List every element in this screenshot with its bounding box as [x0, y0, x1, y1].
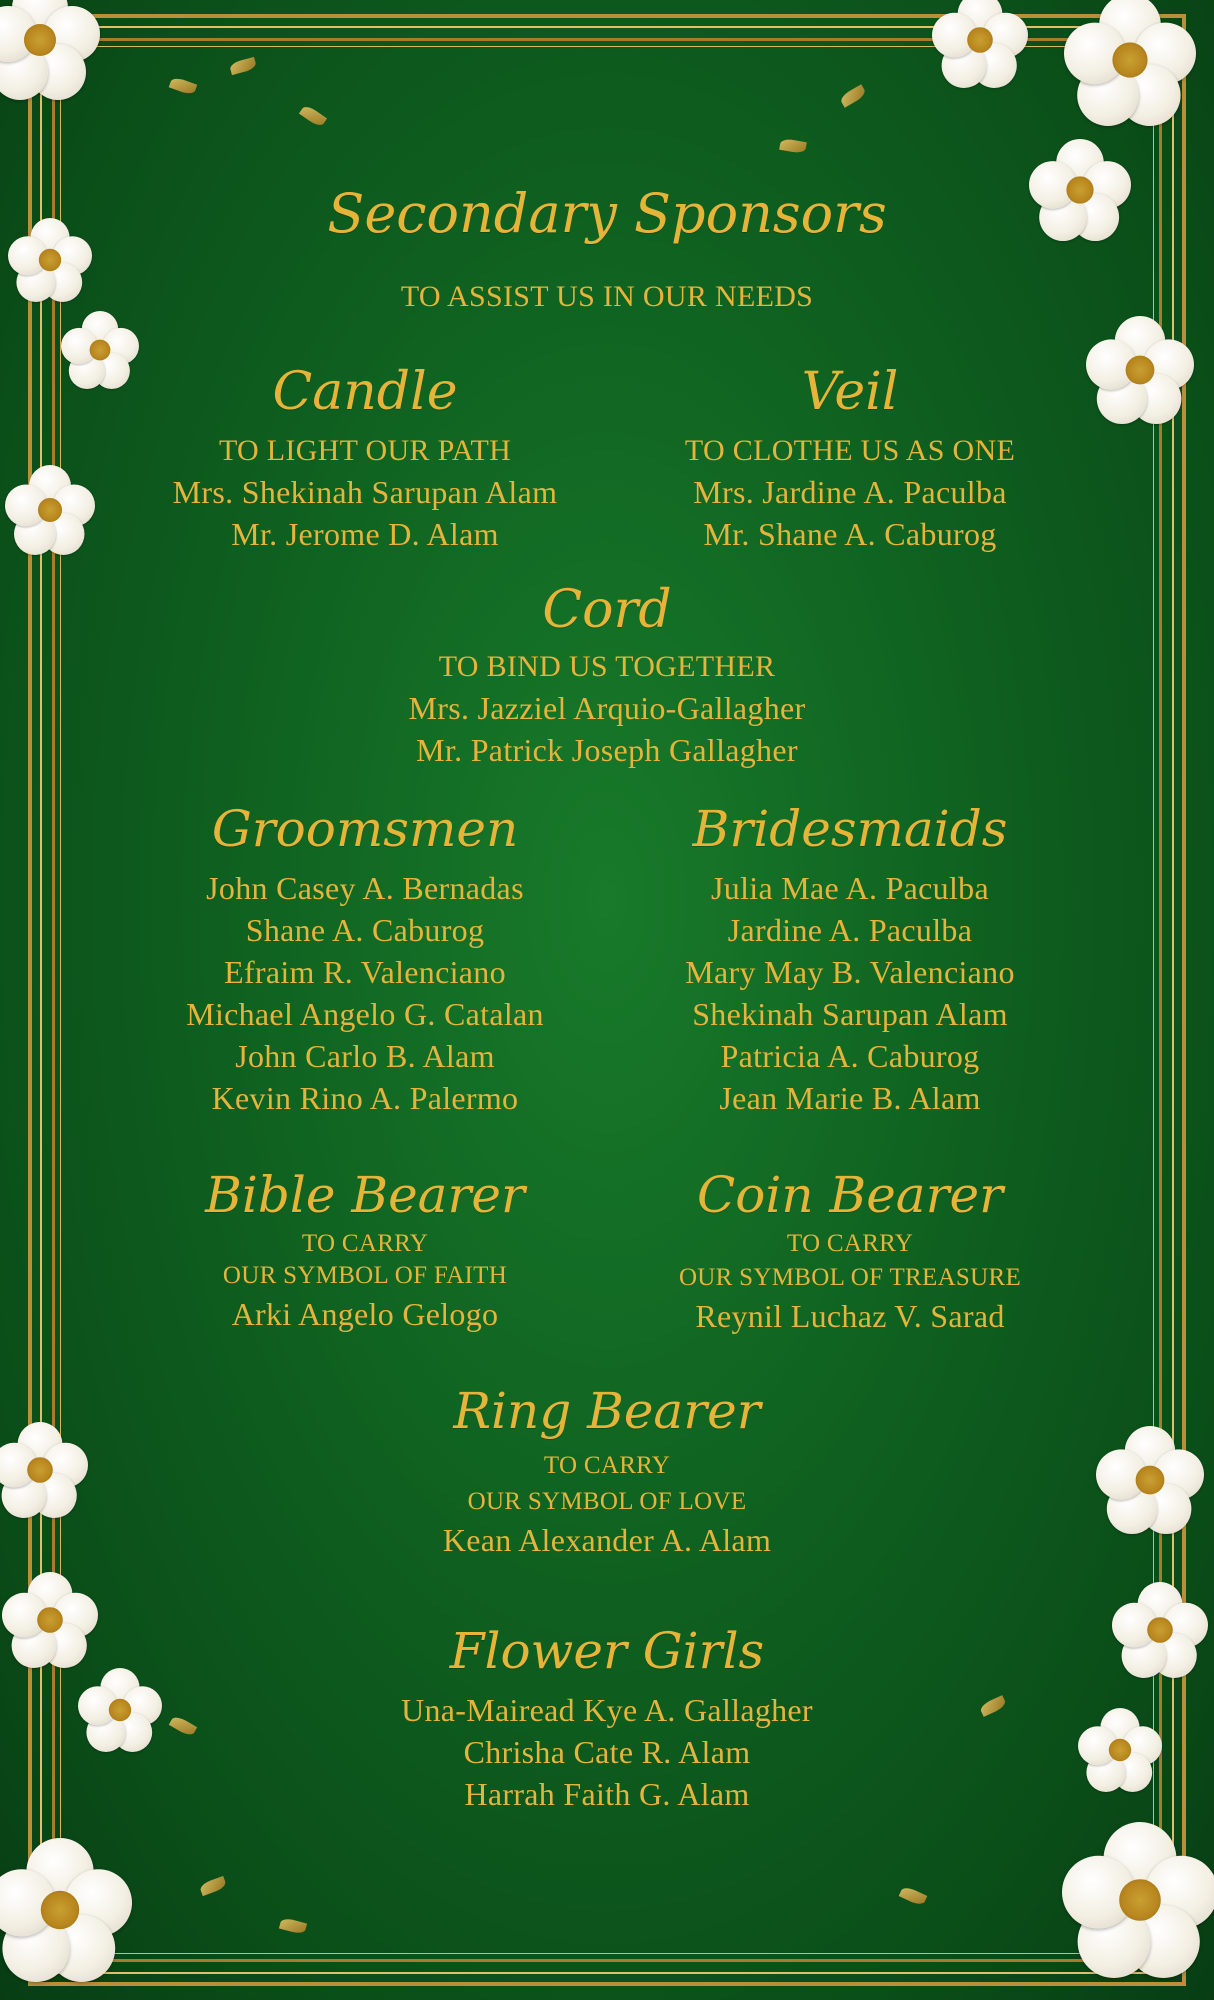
flower-girl-name: Harrah Faith G. Alam — [464, 1776, 750, 1812]
ring-bearer-caption: OUR SYMBOL OF LOVE — [467, 1488, 747, 1515]
page-subtitle: TO ASSIST US IN OUR NEEDS — [400, 280, 814, 313]
groomsman-name: John Casey A. Bernadas — [206, 870, 524, 906]
bible-bearer-caption: TO CARRY — [301, 1230, 429, 1257]
groomsman-name: Efraim R. Valenciano — [224, 954, 506, 990]
flower-girl-name: Una-Mairead Kye A. Gallagher — [401, 1692, 813, 1728]
candle-name: Mr. Jerome D. Alam — [231, 516, 499, 552]
bible-bearer-caption: OUR SYMBOL OF FAITH — [222, 1262, 508, 1289]
bridesmaid-name: Jardine A. Paculba — [727, 912, 973, 948]
flower-girls-title: Flower Girls — [449, 1622, 765, 1680]
bridesmaid-name: Jean Marie B. Alam — [719, 1080, 981, 1116]
cord-caption: TO BIND US TOGETHER — [438, 650, 776, 683]
groomsman-name: Kevin Rino A. Palermo — [211, 1080, 519, 1116]
bridesmaids-title: Bridesmaids — [692, 800, 1008, 858]
coin-bearer-caption: OUR SYMBOL OF TREASURE — [678, 1264, 1022, 1291]
bridesmaid-name: Mary May B. Valenciano — [685, 954, 1015, 990]
groomsman-name: Michael Angelo G. Catalan — [186, 996, 544, 1032]
coin-bearer-name: Reynil Luchaz V. Sarad — [695, 1298, 1005, 1334]
bible-bearer-title: Bible Bearer — [205, 1166, 525, 1224]
bridesmaid-name: Patricia A. Caburog — [720, 1038, 980, 1074]
flower-girl-name: Chrisha Cate R. Alam — [463, 1734, 751, 1770]
groomsman-name: John Carlo B. Alam — [235, 1038, 495, 1074]
coin-bearer-caption: TO CARRY — [786, 1230, 914, 1257]
cord-title: Cord — [542, 580, 672, 640]
ring-bearer-caption: TO CARRY — [543, 1452, 671, 1479]
coin-bearer-title: Coin Bearer — [697, 1166, 1003, 1224]
groomsmen-title: Groomsmen — [211, 800, 519, 858]
veil-name: Mr. Shane A. Caburog — [703, 516, 997, 552]
bridesmaid-name: Julia Mae A. Paculba — [711, 870, 989, 906]
page-title: Secondary Sponsors — [327, 182, 887, 245]
candle-name: Mrs. Shekinah Sarupan Alam — [172, 474, 558, 510]
ring-bearer-name: Kean Alexander A. Alam — [442, 1522, 772, 1558]
candle-caption: TO LIGHT OUR PATH — [218, 434, 512, 467]
cord-name: Mr. Patrick Joseph Gallagher — [416, 732, 798, 768]
veil-title: Veil — [801, 362, 899, 422]
bible-bearer-name: Arki Angelo Gelogo — [231, 1296, 499, 1332]
candle-title: Candle — [272, 362, 458, 422]
ring-bearer-title: Ring Bearer — [453, 1382, 761, 1440]
cord-name: Mrs. Jazziel Arquio-Gallagher — [408, 690, 806, 726]
bridesmaid-name: Shekinah Sarupan Alam — [692, 996, 1008, 1032]
veil-name: Mrs. Jardine A. Paculba — [693, 474, 1007, 510]
groomsman-name: Shane A. Caburog — [245, 912, 485, 948]
veil-caption: TO CLOTHE US AS ONE — [684, 434, 1016, 467]
